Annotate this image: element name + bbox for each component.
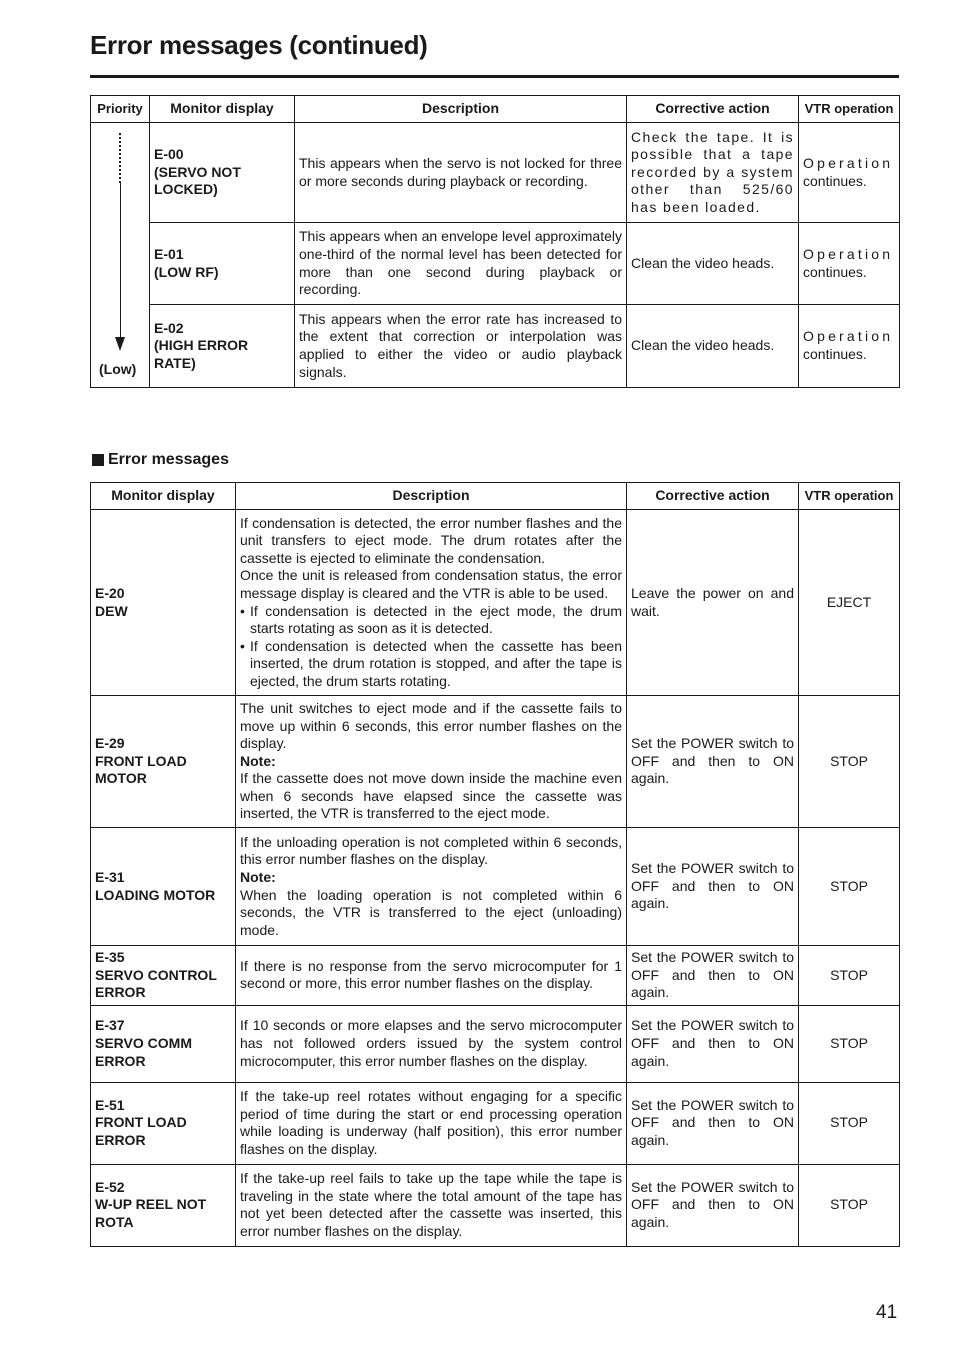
- error-name: FRONT LOAD ERROR: [95, 1114, 187, 1149]
- corrective-action-cell: Clean the video heads.: [627, 223, 799, 305]
- table-row: [91, 1082, 900, 1164]
- header-corrective-action: Corrective action: [627, 96, 799, 123]
- header-description: Description: [295, 96, 627, 123]
- error-name: FRONT LOAD MOTOR: [95, 752, 187, 787]
- vtr-operation-cell: STOP: [799, 946, 900, 1006]
- table-header-row: [91, 483, 900, 510]
- table-row: [91, 946, 900, 1006]
- header-corrective-action: Corrective action: [627, 483, 799, 510]
- corrective-action-cell: Set the POWER switch to OFF and then to ON again.: [627, 1005, 799, 1082]
- description-cell: [236, 1005, 627, 1082]
- corrective-action-cell: Set the POWER switch to OFF and then to ON again.: [627, 828, 799, 946]
- description-cell: This appears when an envelope level approximately one-third of the normal level has been detected for more than one second during playback or recording.: [295, 223, 627, 305]
- monitor-display-cell: [91, 828, 236, 946]
- priority-low-label: (Low): [99, 361, 137, 378]
- error-name: (LOW RF): [154, 263, 219, 280]
- vtr-operation-cell: STOP: [799, 828, 900, 946]
- corrective-action-cell: Set the POWER switch to OFF and then to ON again.: [627, 1164, 799, 1246]
- page-title: Error messages (continued): [90, 30, 428, 60]
- error-code: E-02: [154, 319, 184, 336]
- error-code: E-00: [154, 146, 184, 163]
- description-cell: This appears when the error rate has increased to the extent that correction or interpolation was applied to either the video or audio playback signals.: [295, 305, 627, 388]
- description-cell: [236, 696, 627, 828]
- description-cell: [236, 946, 627, 1006]
- description-paragraph: If the cassette does not move down inside the machine even when 6 seconds have elapsed since the cassette was inserted, the VTR is transferred to the eject mode.: [240, 770, 622, 822]
- table-header-row: [91, 96, 900, 123]
- vtr-operation-word: Operation: [803, 154, 894, 171]
- corrective-action-cell: Set the POWER switch to OFF and then to ON again.: [627, 1082, 799, 1164]
- monitor-display-cell: [91, 1164, 236, 1246]
- square-bullet-icon: [92, 454, 104, 466]
- vtr-operation-cell: [799, 305, 900, 388]
- vtr-operation-rest: continues.: [803, 172, 867, 189]
- section-heading: [92, 451, 229, 469]
- error-name: SERVO COMM ERROR: [95, 1034, 192, 1069]
- error-name: (HIGH ERROR RATE): [154, 337, 249, 371]
- description-paragraph: Once the unit is released from condensation status, the error message display is cleared and the VTR is able to be used.: [240, 567, 622, 601]
- header-description: Description: [236, 483, 627, 510]
- monitor-display-cell: [150, 223, 295, 305]
- error-name: W-UP REEL NOT ROTA: [95, 1196, 207, 1231]
- bullet-text: If condensation is detected when the cassette has been inserted, the drum rotation is stopped, and after the tape is ejected, the drum starts rotating.: [250, 637, 622, 689]
- error-code: E-20: [95, 584, 125, 601]
- section-heading-text: Error messages: [108, 451, 229, 468]
- description-paragraph: When the loading operation is not completed within 6 seconds, the VTR is transferred to the eject (unloading) mode.: [240, 886, 622, 938]
- bullet-icon: •: [240, 602, 245, 619]
- error-code: E-31: [95, 868, 125, 885]
- header-monitor-display: Monitor display: [150, 96, 295, 123]
- monitor-display-cell: [91, 1005, 236, 1082]
- description-paragraph: If 10 seconds or more elapses and the servo microcomputer has not followed orders issued by the system control microcomputer, this error number flashes on the display.: [240, 1017, 622, 1069]
- monitor-display-cell: [150, 123, 295, 223]
- table-row: [91, 123, 900, 223]
- header-vtr-operation: VTR operation: [799, 483, 900, 510]
- header-priority: Priority: [91, 96, 150, 123]
- description-paragraph: If the take-up reel rotates without engaging for a specific period of time during the start or end processing operation while loading is underway (half position), this error number flashes on the display.: [240, 1088, 622, 1157]
- bullet-item: [240, 603, 622, 638]
- vtr-operation-cell: [799, 223, 900, 305]
- corrective-action-cell: Set the POWER switch to OFF and then to ON again.: [627, 946, 799, 1006]
- error-code: E-52: [95, 1178, 125, 1195]
- table-row: [91, 696, 900, 828]
- error-name: SERVO CONTROL ERROR: [95, 966, 217, 1001]
- monitor-display-cell: [91, 510, 236, 696]
- corrective-action-cell: Clean the video heads.: [627, 305, 799, 388]
- vtr-operation-word: Operation: [803, 245, 894, 262]
- vtr-operation-cell: STOP: [799, 1005, 900, 1082]
- monitor-display-cell: [91, 696, 236, 828]
- vtr-operation-cell: [799, 123, 900, 223]
- header-monitor-display: Monitor display: [91, 483, 236, 510]
- error-messages-table: [90, 482, 900, 1247]
- table-row: [91, 223, 900, 305]
- error-name: DEW: [95, 602, 128, 619]
- description-cell: [236, 510, 627, 696]
- monitor-display-cell: [91, 1082, 236, 1164]
- bullet-text: If condensation is detected in the eject mode, the drum starts rotating as soon as it is detected.: [250, 602, 622, 637]
- error-name: LOADING MOTOR: [95, 886, 216, 903]
- priority-dotted-line: [119, 133, 123, 183]
- error-code: E-51: [95, 1096, 125, 1113]
- note-label: Note:: [240, 752, 276, 769]
- description-cell: [236, 1082, 627, 1164]
- note-label: Note:: [240, 868, 276, 885]
- corrective-action-cell: Check the tape. It is possible that a tape recorded by a system other than 525/60 has been loaded.: [627, 123, 799, 223]
- table-row: [91, 1164, 900, 1246]
- page-number: 41: [876, 1302, 898, 1323]
- vtr-operation-cell: STOP: [799, 696, 900, 828]
- monitor-display-cell: [150, 305, 295, 388]
- description-paragraph: If condensation is detected, the error number flashes and the unit transfers to eject mode. The drum rotates after the cassette is ejected to eliminate the condensation.: [240, 514, 622, 566]
- vtr-operation-cell: EJECT: [799, 510, 900, 696]
- priority-line: [120, 183, 121, 341]
- description-paragraph: The unit switches to eject mode and if the cassette fails to move up within 6 seconds, this error number flashes on the display.: [240, 699, 622, 752]
- vtr-operation-rest: continues.: [803, 263, 867, 280]
- corrective-action-cell: Leave the power on and wait.: [627, 510, 799, 696]
- header-vtr-operation: VTR operation: [799, 96, 900, 123]
- table-row: [91, 1005, 900, 1082]
- vtr-operation-word: Operation: [803, 328, 894, 345]
- priority-error-table: [90, 95, 900, 388]
- description-paragraph: If the unloading operation is not completed within 6 seconds, this error number flashes on the display.: [240, 833, 622, 868]
- priority-indicator: [91, 123, 150, 388]
- description-cell: [236, 1164, 627, 1246]
- bullet-icon: •: [240, 637, 245, 654]
- vtr-operation-rest: continues.: [803, 346, 867, 362]
- error-code: E-37: [95, 1017, 125, 1034]
- corrective-action-cell: Set the POWER switch to OFF and then to ON again.: [627, 696, 799, 828]
- description-cell: This appears when the servo is not locked for three or more seconds during playback or recording.: [295, 123, 627, 223]
- table-row: [91, 828, 900, 946]
- error-name: (SERVO NOT LOCKED): [154, 163, 241, 198]
- table-row: [91, 305, 900, 388]
- monitor-display-cell: [91, 946, 236, 1006]
- vtr-operation-cell: STOP: [799, 1164, 900, 1246]
- error-code: E-01: [154, 245, 184, 262]
- table-row: [91, 510, 900, 696]
- error-code: E-29: [95, 735, 125, 752]
- description-paragraph: If there is no response from the servo microcomputer for 1 second or more, this error number flashes on the display.: [240, 957, 622, 992]
- arrow-down-icon: [115, 337, 125, 351]
- title-rule: [90, 75, 899, 78]
- description-paragraph: If the take-up reel fails to take up the tape while the tape is traveling in the state where the total amount of the tape has not yet been detected after the cassette was inserted, this error number flashes on the display.: [240, 1170, 622, 1239]
- description-cell: [236, 828, 627, 946]
- bullet-item: [240, 638, 622, 691]
- vtr-operation-cell: STOP: [799, 1082, 900, 1164]
- error-code: E-35: [95, 949, 125, 965]
